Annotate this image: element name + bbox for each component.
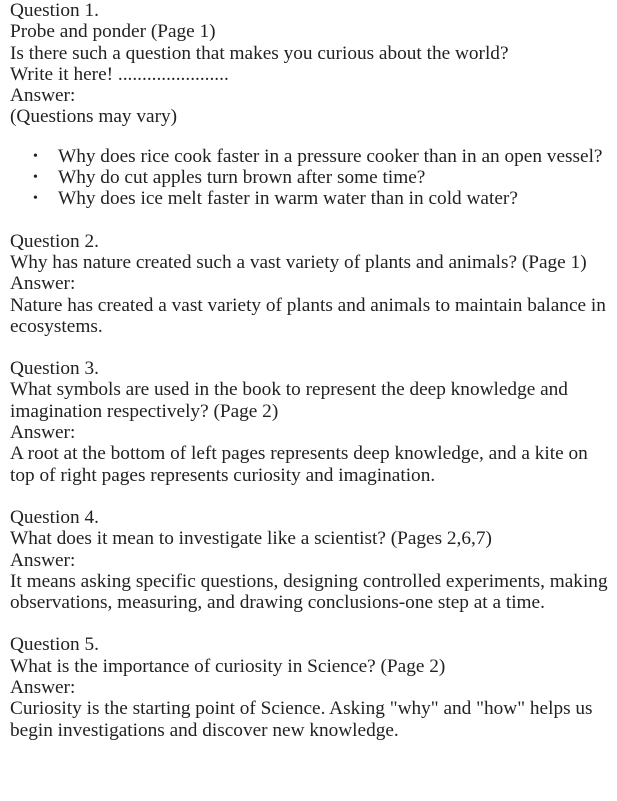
bullet-icon: • xyxy=(33,191,38,207)
question-block-3 xyxy=(10,358,610,486)
question-number: Question 3. xyxy=(10,358,99,380)
answer-text: A root at the bottom of left pages represents deep knowledge, and a kite on top of right pages represents curiosity and imagination. xyxy=(10,443,588,486)
question-text: What does it mean to investigate like a scientist? (Pages 2,6,7) xyxy=(10,528,492,550)
bullet-icon: • xyxy=(33,170,38,186)
answer-label: Answer: xyxy=(10,677,76,699)
question-number: Question 5. xyxy=(10,634,99,656)
list-item-text: Why do cut apples turn brown after some time? xyxy=(58,167,426,189)
question-text: Why has nature created such a vast variety of plants and animals? (Page 1) xyxy=(10,251,587,273)
bullet-icon: • xyxy=(33,148,38,164)
question-block-2 xyxy=(10,231,610,337)
list-item xyxy=(10,146,610,167)
question-block-4 xyxy=(10,507,610,613)
question-block-1 xyxy=(10,0,610,210)
question-number: Question 1. xyxy=(10,0,99,21)
answer-text: It means asking specific questions, designing controlled experiments, making observations, measuring, and drawing conclusions-one step at a time. xyxy=(10,570,608,614)
question-block-5 xyxy=(10,634,610,740)
answer-text: Nature has created a vast variety of plants and animals to maintain balance in ecosystems. xyxy=(10,294,606,337)
question-text: What symbols are used in the book to represent the deep knowledge and imagination respectively? (Page 2) xyxy=(10,379,568,422)
question-number: Question 2. xyxy=(10,230,99,252)
list-item xyxy=(10,167,610,188)
answer-label: Answer: xyxy=(10,85,76,107)
question-text: Is there such a question that makes you curious about the world? xyxy=(10,42,509,64)
question-prompt: Write it here! ....................... xyxy=(10,63,229,85)
list-item-text: Why does ice melt faster in warm water than in cold water? xyxy=(58,188,518,210)
answer-label: Answer: xyxy=(10,422,76,444)
answer-label: Answer: xyxy=(10,549,76,571)
answer-label: Answer: xyxy=(10,273,76,295)
example-questions-list xyxy=(10,146,610,210)
question-number: Question 4. xyxy=(10,506,99,528)
answer-text: Curiosity is the starting point of Science. Asking "why" and "how" helps us begin investigations and discover new knowledge. xyxy=(10,698,593,741)
question-text: What is the importance of curiosity in Science? (Page 2) xyxy=(10,655,446,677)
question-heading: Probe and ponder (Page 1) xyxy=(10,21,216,43)
answer-text: (Questions may vary) xyxy=(10,106,178,128)
list-item xyxy=(10,188,610,209)
list-item-text: Why does rice cook faster in a pressure cooker than in an open vessel? xyxy=(58,145,603,167)
spacer xyxy=(10,128,610,146)
